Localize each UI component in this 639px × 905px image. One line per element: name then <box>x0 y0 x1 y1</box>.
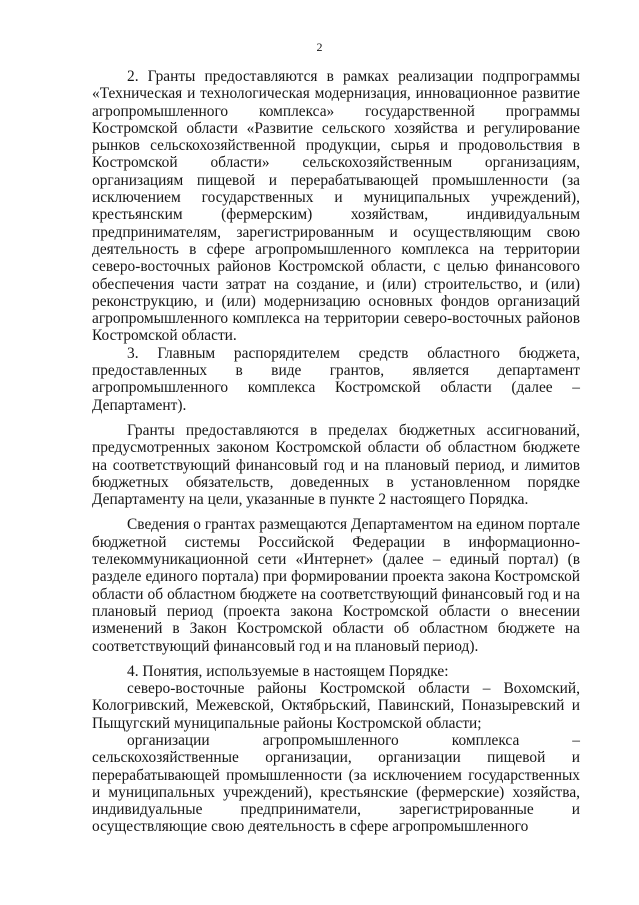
paragraph-budget-limits: Гранты предоставляются в пределах бюджетных ассигнований, предусмотренных законом Костромской области об областном бюджете на соответствующий финансовый год и на плановый период, и лимитов бюджетных обязательств, доведенных в установленном порядке Департаменту на цели, указанные в пункте 2 настоящего Порядка. <box>92 421 580 509</box>
paragraph-grants-purpose: 2. Гранты предоставляются в рамках реализации подпрограммы «Техническая и технологическая модернизация, инновационное развитие агропромышленного комплекса» государственной программы Костромской области «Развитие сельского хозяйства и регулирование рынков сельскохозяйственной продукции, сырья и продовольствия в Костромской области» сельскохозяйственным организациям, организациям пищевой и перерабатывающей промышленности (за исключением государственных и муниципальных учреждений), крестьянским (фермерским) хозяйствам, индивидуальным предпринимателям, зарегистрированным и осуществляющим свою деятельность в сфере агропромышленного комплекса на территории северо-восточных районов Костромской области, с целью финансового обеспечения части затрат на создание, и (или) строительство, и (или) реконструкцию, и (или) модернизацию основных фондов организаций агропромышленного комплекса на территории северо-восточных районов Костромской области. <box>92 68 580 345</box>
paragraph-definitions-heading: 4. Понятия, используемые в настоящем Порядке: <box>127 662 449 680</box>
page-number: 2 <box>316 40 323 54</box>
paragraph-northeast-districts: северо-восточные районы Костромской области – Вохомский, Кологривский, Межевской, Октябрьский, Павинский, Поназыревский и Пыщугский муниципальные районы Костромской области; <box>92 680 580 732</box>
paragraph-portal-info: Сведения о грантах размещаются Департаментом на едином портале бюджетной системы Российской Федерации в информационно-телекоммуникационной сети «Интернет» (далее – единый портал) (в разделе единого портала) при формировании проекта закона Костромской области об областном бюджете на соответствующий финансовый год и на плановый период (проекта закона Костромской области о внесении изменений в Закон Костромской области об областном бюджете на соответствующий финансовый год и на плановый период). <box>92 516 580 655</box>
paragraph-agro-organizations: организации агропромышленного комплекса – сельскохозяйственные организации, организации пищевой и перерабатывающей промышленности (за исключением государственных и муниципальных учреждений), крестьянские (фермерские) хозяйства, индивидуальные предприниматели, зарегистрированные и осуществляющие свою деятельность в сфере агропромышленного <box>92 731 580 836</box>
paragraph-chief-administrator: 3. Главным распорядителем средств областного бюджета, предоставленных в виде грантов, является департамент агропромышленного комплекса Костромской области (далее – Департамент). <box>92 344 580 414</box>
document-body <box>92 68 580 836</box>
